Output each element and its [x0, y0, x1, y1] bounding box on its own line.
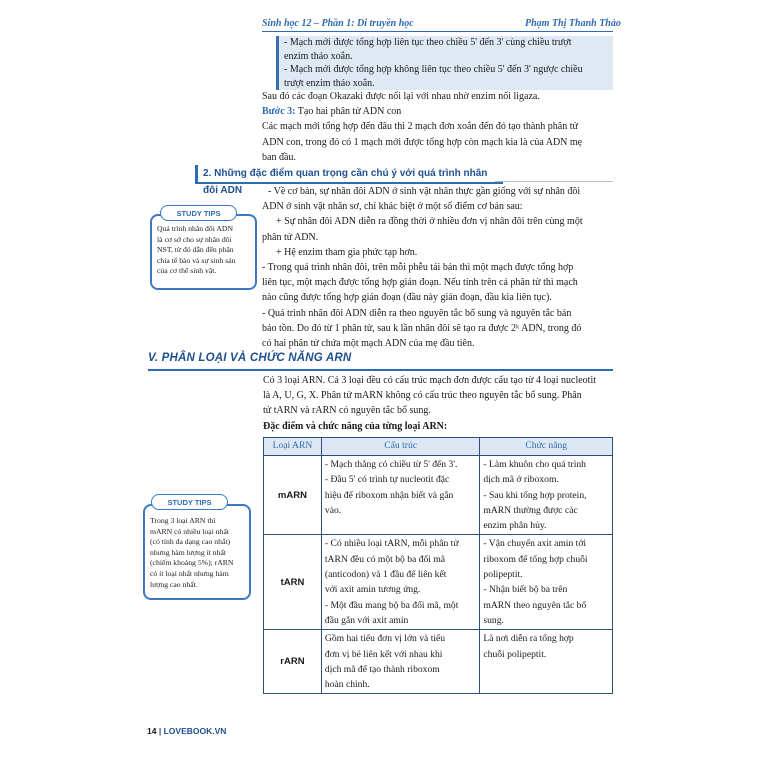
table-row: [264, 535, 613, 630]
tip-line: lượng cao nhất.: [150, 579, 198, 589]
okazaki-text: Sau đó các đoạn Okazaki được nối lại với nhau nhờ enzim nối ligaza.: [262, 91, 540, 102]
running-header-left: Sinh học 12 – Phần 1: Di truyền học: [262, 18, 414, 29]
page-number: 14: [147, 726, 157, 736]
study-tips-label: STUDY TIPS: [160, 205, 237, 221]
running-header-right: Phạm Thị Thanh Thảo: [525, 18, 621, 29]
tip-line: (có tính đa dạng cao nhất): [150, 537, 231, 547]
cell-line: riboxom để tổng hợp chuỗi: [483, 553, 588, 565]
structure-cell: [321, 535, 480, 630]
cell-line: - Sau khi tổng hợp protein,: [483, 489, 587, 501]
body-line: có hai phân tử chứa một mạch ADN của mẹ đầu tiên.: [262, 338, 475, 350]
column-header: Chức năng: [480, 438, 613, 456]
body-line: - Về cơ bản, sự nhân đôi ADN ở sinh vật nhân thực gần giống với sự nhân đôi: [268, 186, 581, 197]
cell-line: - Một đầu mang bộ ba đối mã, một: [324, 599, 459, 611]
step3-body-line: Các mạch mới tổng hợp đến đâu thì 2 mạch đơn xoắn đến đó tạo thành phân tử: [262, 121, 578, 133]
tip-line: nhưng hàm lượng ít nhất: [150, 547, 227, 557]
step3-label: Bước 3:: [262, 106, 296, 118]
step3-line: [262, 104, 613, 119]
cell-line: hiệu để riboxom nhận biết và gắn: [324, 489, 454, 501]
highlighted-quote: [276, 36, 613, 90]
step3-body-line: ban đầu.: [262, 151, 296, 163]
column-header: Cấu trúc: [321, 438, 480, 456]
section-2-body: [262, 184, 613, 351]
function-cell: [480, 456, 613, 535]
cell-line: chuỗi polipeptit.: [483, 648, 547, 660]
cell-line: sung.: [483, 614, 504, 626]
cell-line: - Nhận biết bộ ba trên: [483, 584, 568, 596]
step3-body-line: ADN con, trong đó có 1 mạch mới được tổng hợp còn mạch kia là của ADN mẹ: [262, 136, 583, 148]
table-row: [264, 630, 613, 694]
quote-line: - Mạch mới được tổng hợp liên tục theo chiều 5' đến 3' cùng chiều trượt: [284, 37, 572, 48]
cell-line: đầu gắn với axit amin: [324, 614, 409, 626]
cell-line: polipeptit.: [483, 569, 523, 581]
cell-line: đơn vị bé liên kết với nhau khi: [324, 648, 443, 660]
structure-cell: [321, 630, 480, 694]
cell-line: vào.: [324, 504, 342, 516]
cell-line: - Làm khuôn cho quá trình: [483, 459, 586, 470]
quote-line: enzim tháo xoắn.: [284, 50, 353, 62]
cell-line: (anticodon) và 1 đầu để liên kết: [324, 569, 447, 581]
table-row: [264, 456, 613, 535]
footer-site: LOVEBOOK.VN: [163, 726, 227, 736]
arn-type-cell: mARN: [264, 456, 322, 535]
body-line: + Sự nhân đôi ADN diễn ra đồng thời ở nhiều đơn vị nhân đôi trên cùng một: [276, 216, 583, 228]
header-rule: [262, 31, 613, 32]
cell-line: tARN đều có một bộ ba đối mã: [324, 553, 446, 565]
structure-cell: [321, 456, 480, 535]
quote-line: trượt enzim tháo xoắn.: [284, 77, 375, 89]
tip-line: Quá trình nhân đôi ADN: [157, 224, 234, 233]
section-5-body: [263, 373, 613, 434]
body-line: + Hệ enzim tham gia phức tạp hơn.: [276, 246, 418, 258]
cell-line: Là nơi diễn ra tổng hợp: [483, 633, 574, 645]
cell-line: dịch mã ở riboxom.: [483, 474, 559, 486]
cell-line: enzim phân hủy.: [483, 520, 547, 532]
function-cell: [480, 535, 613, 630]
body-line: Có 3 loại ARN. Cả 3 loại đều có cấu trúc mạch đơn được cấu tạo từ 4 loại nucleotit: [263, 375, 596, 386]
body-line: nào cũng được tổng hợp gián đoạn (đầu này gián đoạn, đầu kia liên tục).: [262, 292, 552, 304]
quote-line: - Mạch mới được tổng hợp không liên tục theo chiều 5' đến 3' ngược chiều: [284, 64, 583, 76]
cell-line: Gồm hai tiểu đơn vị lớn và tiểu: [324, 633, 446, 645]
body-line: - Trong quá trình nhân đôi, trên mỗi phễu tái bản thì một mạch được tổng hợp: [262, 262, 574, 274]
body-line: tử tARN và rARN có nguyên tắc bổ sung.: [263, 405, 431, 417]
cell-line: - Vận chuyển axit amin tới: [483, 538, 587, 550]
study-tips-label: STUDY TIPS: [151, 494, 228, 510]
column-header: Loại ARN: [264, 438, 322, 456]
cell-line: với axit amin tương ứng.: [324, 584, 421, 596]
section-2-heading: 2. Những đặc điểm quan trọng cần chú ý với quá trình nhân đôi ADN: [195, 165, 503, 184]
body-line: là A, U, G, X. Phân tử mARN không có cấu trúc theo nguyên tắc bổ sung. Phân: [263, 390, 582, 402]
section-2-rule: [495, 181, 613, 182]
section-5-rule: [148, 369, 613, 371]
table-header-row: [264, 438, 613, 456]
body-line: bảo tồn. Do đó từ 1 phân tử, sau k lần nhân đôi sẽ tạo ra được 2ᵏ ADN, trong đó: [262, 322, 582, 334]
tip-line: là cơ sở cho sự nhân đôi: [157, 234, 232, 244]
study-tips-text: [157, 224, 252, 277]
section-5-heading: V. PHÂN LOẠI VÀ CHỨC NĂNG ARN: [148, 352, 352, 364]
cell-line: - Mạch thẳng có chiều từ 5' đến 3'.: [324, 459, 458, 470]
cell-line: dịch mã để tạo thành riboxom: [324, 663, 440, 675]
body-line: liên tục, một mạch được tổng hợp gián đoạn. Nếu tính trên cả phân tử thì mạch: [262, 277, 578, 289]
tip-line: Trong 3 loại ARN thì: [150, 516, 216, 525]
table-caption: Đặc điểm và chức năng của từng loại ARN:: [263, 420, 448, 432]
tip-line: chia tế bào và sự sinh sản: [157, 255, 236, 265]
tip-line: của cơ thể sinh vật.: [157, 266, 217, 276]
study-tips-text: [150, 516, 246, 590]
footer-separator: |: [158, 726, 164, 736]
cell-line: - Đầu 5' có trình tự nucleotit đặc: [324, 474, 450, 486]
tip-line: mARN có nhiều loại nhất: [150, 526, 229, 536]
tip-line: có ít loại nhất nhưng hàm: [150, 568, 229, 578]
cell-line: hoàn chỉnh.: [324, 679, 370, 691]
okazaki-paragraph: [262, 89, 613, 165]
arn-type-cell: tARN: [264, 535, 322, 630]
arn-table: [263, 437, 613, 694]
body-line: - Quá trình nhân đôi ADN diễn ra theo nguyên tắc bổ sung và nguyên tắc bán: [262, 307, 572, 319]
arn-type-cell: rARN: [264, 630, 322, 694]
cell-line: - Có nhiều loại tARN, mỗi phân tử: [324, 538, 459, 550]
body-line: phân tử ADN.: [262, 231, 319, 243]
page-footer: [147, 726, 226, 736]
tip-line: (chiếm khoảng 5%); rARN: [150, 558, 234, 568]
function-cell: [480, 630, 613, 694]
body-line: ADN ở sinh vật nhân sơ, chỉ khác biệt ở một số điểm cơ bản sau:: [262, 201, 523, 213]
tip-line: NST, từ đó dẫn đến phân: [157, 245, 234, 255]
step3-text: Tạo hai phân tử ADN con: [295, 106, 402, 118]
cell-line: mARN thường được các: [483, 504, 578, 516]
cell-line: mARN theo nguyên tắc bổ: [483, 599, 587, 611]
